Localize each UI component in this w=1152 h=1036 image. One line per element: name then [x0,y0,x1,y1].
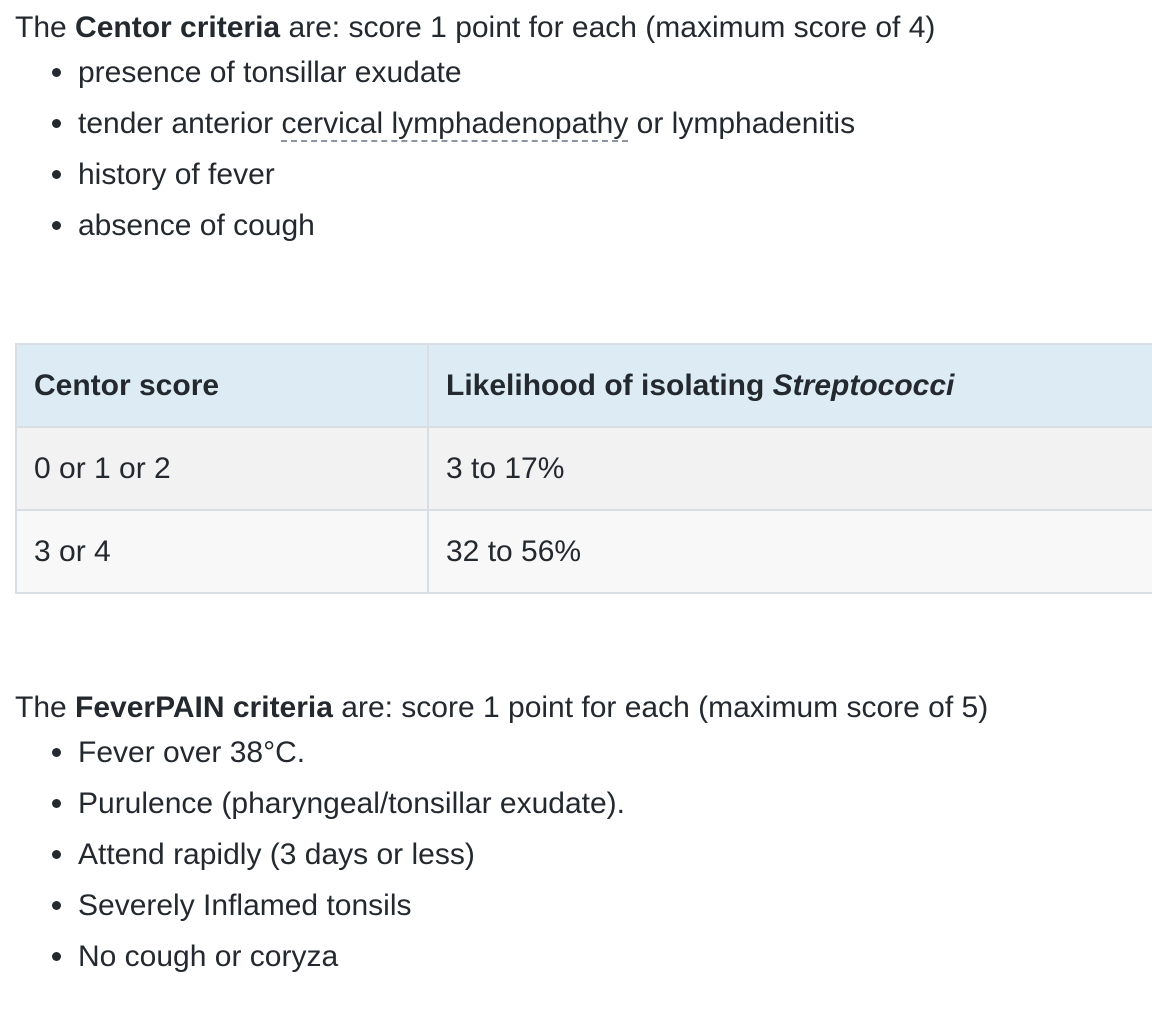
bullet-icon [52,68,61,77]
list-item-text: history of fever [78,158,275,191]
organism-name: Streptococci [772,368,955,402]
cell-score: 0 or 1 or 2 [16,427,428,510]
list-item [15,149,1152,200]
list-item-text: Fever over 38°C. [78,736,306,769]
list-item [15,98,1152,149]
list-item [15,829,1152,880]
centor-intro-prefix: The [15,11,76,44]
list-item [15,931,1152,982]
feverpain-intro-prefix: The [15,691,76,724]
centor-intro [15,9,1152,47]
list-item [15,778,1152,829]
bullet-icon [52,799,61,808]
feverpain-criteria-list [15,727,1152,982]
bullet-icon [52,901,61,910]
list-item-text: tender anterior [78,107,282,140]
list-item-text: presence of tonsillar exudate [78,56,462,89]
feverpain-intro-suffix: are: score 1 point for each (maximum score of 5) [332,691,989,724]
feverpain-criteria-term: FeverPAIN criteria [75,691,333,724]
bullet-icon [52,119,61,128]
cell-likelihood: 3 to 17% [428,427,1152,510]
list-item-text: or lymphadenitis [628,107,856,140]
table-row [16,510,1152,593]
bullet-icon [52,221,61,230]
table-header-row [16,344,1152,427]
list-item-text: Purulence (pharyngeal/tonsillar exudate). [78,787,625,820]
list-item [15,727,1152,778]
list-item [15,200,1152,251]
content [15,9,1152,973]
bullet-icon [52,952,61,961]
list-item [15,880,1152,931]
list-item-text: absence of cough [78,209,315,242]
cell-score: 3 or 4 [16,510,428,593]
list-item-text: Severely Inflamed tonsils [78,889,412,922]
centor-criteria-term: Centor criteria [75,11,281,44]
bullet-icon [52,748,61,757]
list-item [15,47,1152,98]
centor-score-table [15,343,1152,594]
column-header-likelihood [428,344,1152,427]
bullet-icon [52,170,61,179]
table-row [16,427,1152,510]
feverpain-intro [15,689,1152,727]
column-header-likelihood-text: Likelihood of isolating [446,368,773,402]
feverpain-section [15,689,1152,982]
bullet-icon [52,850,61,859]
list-item-text: No cough or coryza [78,940,339,973]
centor-criteria-list [15,47,1152,251]
cell-likelihood: 32 to 56% [428,510,1152,593]
glossary-term-link[interactable]: cervical lymphadenopathy [281,107,629,140]
list-item-text: Attend rapidly (3 days or less) [78,838,475,871]
column-header-score: Centor score [16,344,428,427]
centor-intro-suffix: are: score 1 point for each (maximum score of 4) [280,11,936,44]
